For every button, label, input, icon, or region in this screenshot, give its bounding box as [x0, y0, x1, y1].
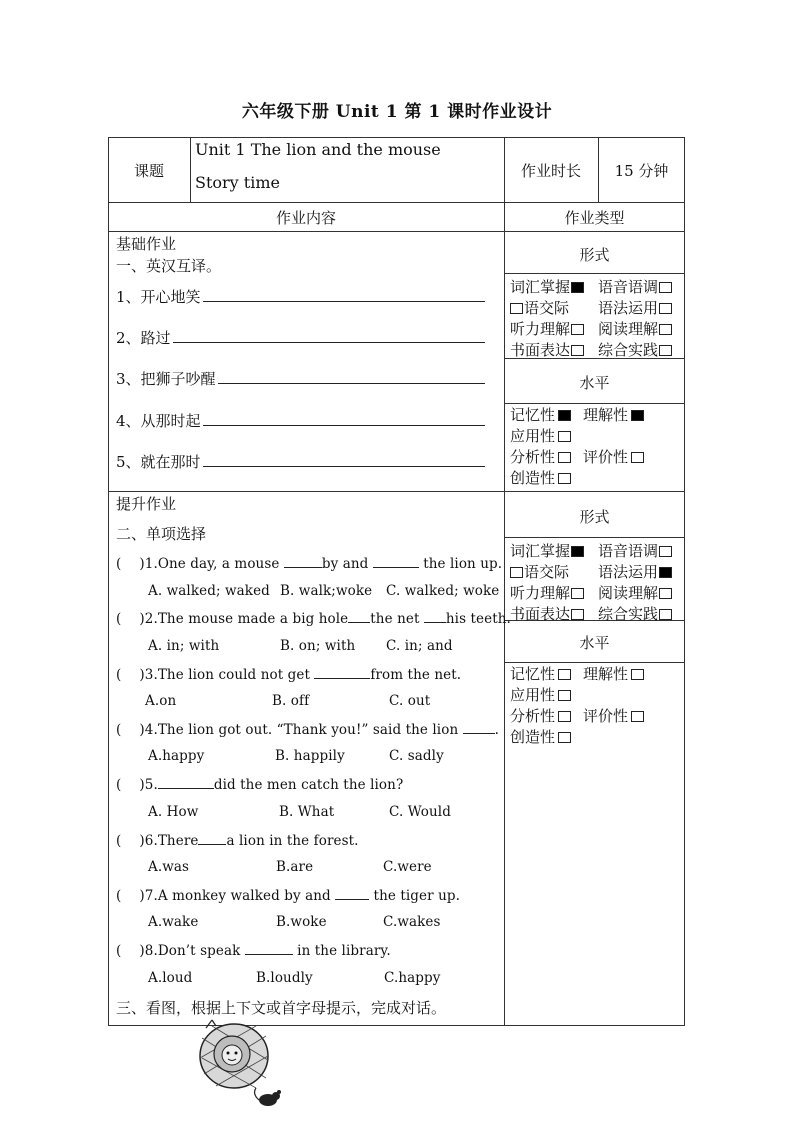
- answer-paren[interactable]: (: [116, 721, 122, 738]
- checkbox-icon[interactable]: [659, 282, 672, 293]
- checkbox-icon[interactable]: [659, 345, 672, 356]
- checkbox-icon[interactable]: [558, 732, 571, 743]
- answer-paren[interactable]: ): [139, 832, 145, 849]
- form-option-label: 语音语调: [598, 278, 659, 296]
- form-option-label: 听力理解: [510, 320, 571, 338]
- row-divider: [108, 231, 685, 232]
- fill-blank[interactable]: [284, 555, 322, 568]
- checkbox-icon[interactable]: [558, 690, 571, 701]
- level-option: [510, 404, 571, 425]
- choice-option[interactable]: A. in; with: [148, 637, 220, 654]
- translation-item: 4、从那时起: [116, 412, 201, 430]
- form-option: [510, 603, 584, 624]
- choice-option[interactable]: B.woke: [276, 914, 327, 931]
- answer-paren[interactable]: (: [116, 556, 122, 572]
- level-option: [510, 726, 571, 747]
- form-option: [510, 582, 584, 603]
- level-option: [510, 467, 571, 488]
- question-stem: the lion up.: [418, 556, 503, 572]
- col-divider: [190, 137, 191, 202]
- section-2-heading: 二、单项选择: [116, 525, 207, 543]
- fill-blank[interactable]: [373, 555, 419, 568]
- checkbox-icon[interactable]: [510, 303, 523, 314]
- fill-blank[interactable]: [245, 942, 293, 955]
- answer-paren[interactable]: ): [139, 721, 145, 738]
- form-option: [510, 318, 584, 339]
- question-stem: 2.The mouse made a big hole: [144, 611, 349, 628]
- question-row: [116, 776, 403, 793]
- answer-line[interactable]: [203, 425, 485, 426]
- form-option-label: 词汇掌握: [510, 278, 571, 296]
- form-option: [510, 540, 584, 561]
- answer-paren[interactable]: (: [116, 832, 122, 849]
- form-option: [598, 297, 672, 318]
- choice-option[interactable]: B. on; with: [280, 637, 356, 654]
- question-row: [116, 887, 460, 904]
- content-header: 作业内容: [275, 209, 336, 227]
- question-stem: from the net.: [370, 666, 462, 683]
- checkbox-icon[interactable]: [631, 410, 644, 421]
- choice-option[interactable]: A.was: [148, 859, 190, 875]
- form-option: [510, 276, 584, 297]
- choice-option[interactable]: B.are: [276, 859, 314, 875]
- question-stem: did the men catch the lion?: [213, 777, 404, 794]
- translation-item: 5、就在那时: [116, 453, 201, 471]
- answer-line[interactable]: [203, 466, 485, 467]
- level-option-label: 创造性: [510, 469, 556, 487]
- choice-option[interactable]: B. happily: [275, 748, 345, 765]
- page-title: 六年级下册 Unit 1 第 1 课时作业设计: [241, 102, 553, 122]
- col-divider: [504, 137, 505, 1026]
- translation-item: 1、开心地笑: [116, 288, 201, 306]
- level-option-label: 分析性: [510, 707, 556, 725]
- choice-option[interactable]: B. What: [279, 803, 335, 820]
- question-stem: .: [494, 721, 500, 738]
- translation-item: 2、路过: [116, 329, 171, 347]
- level-option-label: 应用性: [510, 686, 556, 704]
- question-row: [116, 942, 391, 959]
- answer-paren[interactable]: ): [139, 666, 145, 683]
- translation-item: 3、把狮子吵醒: [116, 370, 216, 388]
- level-option-label: 记忆性: [510, 406, 556, 424]
- level-option: [510, 446, 571, 467]
- choice-option[interactable]: A. walked; waked: [148, 582, 270, 599]
- checkbox-icon[interactable]: [558, 669, 571, 680]
- checkbox-icon[interactable]: [558, 431, 571, 442]
- level-option-label: 记忆性: [510, 665, 556, 683]
- checkbox-icon[interactable]: [631, 452, 644, 463]
- fill-blank[interactable]: [348, 610, 370, 623]
- form-option: [598, 339, 672, 360]
- topic-label: 课题: [133, 162, 164, 180]
- question-row: [116, 610, 511, 627]
- choice-option[interactable]: A. How: [148, 803, 199, 820]
- checkbox-icon[interactable]: [571, 546, 584, 557]
- question-stem: 5.: [144, 777, 158, 794]
- choice-option[interactable]: C.happy: [384, 969, 441, 986]
- answer-line[interactable]: [218, 383, 485, 384]
- question-stem: 8.Don’t speak: [144, 943, 245, 960]
- answer-paren[interactable]: ): [139, 943, 145, 960]
- advanced-level-label: 水平: [579, 634, 610, 652]
- choice-option[interactable]: B.loudly: [256, 969, 313, 986]
- level-option: [510, 705, 571, 726]
- fill-blank[interactable]: [335, 887, 369, 900]
- choice-option[interactable]: A.wake: [148, 914, 199, 931]
- question-stem: by and: [321, 556, 373, 572]
- question-row: [116, 555, 502, 572]
- answer-paren[interactable]: ): [139, 611, 145, 628]
- choice-option[interactable]: B. walk;woke: [280, 582, 373, 599]
- section-3-heading: 三、看图，根据上下文或首字母提示，完成对话。: [116, 999, 447, 1017]
- level-option-label: 创造性: [510, 728, 556, 746]
- advanced-heading: 提升作业: [116, 495, 177, 513]
- basic-level-label: 水平: [579, 374, 610, 392]
- choice-option[interactable]: A.on: [145, 693, 177, 710]
- form-option-label: 语交际: [524, 563, 570, 581]
- question-stem: 3.The lion could not get: [144, 666, 315, 683]
- checkbox-icon[interactable]: [571, 588, 584, 599]
- choice-option[interactable]: C. sadly: [389, 748, 444, 765]
- time-value: 15 分钟: [614, 162, 669, 180]
- question-stem: the tiger up.: [369, 887, 460, 904]
- checkbox-icon[interactable]: [659, 588, 672, 599]
- checkbox-icon[interactable]: [558, 711, 571, 722]
- section-1-heading: 一、英汉互译。: [116, 257, 222, 275]
- form-option: [598, 540, 672, 561]
- form-option-label: 语交际: [524, 299, 570, 317]
- checkbox-icon[interactable]: [659, 546, 672, 557]
- form-option: [598, 318, 672, 339]
- checkbox-icon[interactable]: [571, 345, 584, 356]
- checkbox-icon[interactable]: [558, 473, 571, 484]
- form-option-label: 阅读理解: [598, 584, 659, 602]
- choice-option[interactable]: C. walked; woke: [386, 582, 500, 599]
- checkbox-icon[interactable]: [571, 324, 584, 335]
- advanced-form-label: 形式: [579, 508, 610, 526]
- choice-option[interactable]: C. in; and: [386, 637, 453, 654]
- question-stem: his teeth.: [445, 611, 511, 628]
- answer-paren[interactable]: ): [139, 556, 145, 572]
- fill-blank[interactable]: [424, 610, 446, 623]
- checkbox-icon[interactable]: [571, 609, 584, 620]
- form-option-label: 阅读理解: [598, 320, 659, 338]
- level-option: [583, 404, 644, 425]
- checkbox-icon[interactable]: [571, 282, 584, 293]
- row-divider: [504, 537, 685, 538]
- form-option-label: 语法运用: [598, 563, 659, 581]
- level-option-label: 分析性: [510, 448, 556, 466]
- level-option-label: 理解性: [583, 406, 629, 424]
- checkbox-icon[interactable]: [659, 609, 672, 620]
- fill-blank[interactable]: [158, 776, 214, 789]
- basic-form-label: 形式: [579, 246, 610, 264]
- level-option-label: 评价性: [583, 707, 629, 725]
- unit-title: Unit 1 The lion and the mouse: [195, 140, 441, 159]
- form-option: [598, 561, 672, 582]
- form-option: [598, 276, 672, 297]
- fill-blank[interactable]: [314, 666, 370, 679]
- lion-in-net-icon: [186, 1018, 296, 1116]
- form-option-label: 听力理解: [510, 584, 571, 602]
- form-option-label: 语法运用: [598, 299, 659, 317]
- form-option-label: 书面表达: [510, 341, 571, 359]
- question-stem: a lion in the forest.: [226, 832, 359, 849]
- fill-blank[interactable]: [198, 832, 226, 845]
- fill-blank[interactable]: [463, 721, 495, 734]
- checkbox-icon[interactable]: [659, 303, 672, 314]
- answer-paren[interactable]: ): [139, 887, 145, 904]
- answer-paren[interactable]: (: [116, 943, 122, 960]
- answer-paren[interactable]: (: [116, 777, 122, 794]
- level-option: [583, 705, 644, 726]
- question-stem: 7.A monkey walked by and: [144, 887, 336, 904]
- choice-option[interactable]: C.wakes: [383, 914, 441, 931]
- form-option-label: 综合实践: [598, 605, 659, 623]
- form-option: [510, 561, 569, 582]
- answer-paren[interactable]: (: [116, 611, 122, 628]
- basic-heading: 基础作业: [116, 235, 177, 253]
- form-option: [510, 339, 584, 360]
- type-header: 作业类型: [564, 209, 625, 227]
- choice-option[interactable]: C. Would: [389, 803, 451, 820]
- checkbox-icon[interactable]: [631, 669, 644, 680]
- question-stem: 4.The lion got out. “Thank you!” said the lion: [144, 721, 463, 738]
- question-stem: in the library.: [292, 943, 391, 960]
- choice-option[interactable]: A.happy: [148, 748, 205, 765]
- form-option-label: 综合实践: [598, 341, 659, 359]
- answer-paren[interactable]: ): [139, 777, 145, 794]
- answer-paren[interactable]: (: [116, 666, 122, 683]
- question-stem: the net: [370, 611, 424, 628]
- choice-option[interactable]: B. off: [272, 693, 310, 710]
- choice-option[interactable]: A.loud: [148, 969, 193, 986]
- form-option: [510, 297, 569, 318]
- level-option-label: 理解性: [583, 665, 629, 683]
- level-option: [583, 663, 644, 684]
- form-option: [598, 582, 672, 603]
- unit-subtitle: Story time: [195, 173, 280, 192]
- level-option: [510, 425, 571, 446]
- checkbox-icon[interactable]: [558, 410, 571, 421]
- choice-option[interactable]: C. out: [389, 693, 431, 710]
- form-option-label: 书面表达: [510, 605, 571, 623]
- row-divider: [108, 491, 685, 492]
- checkbox-icon[interactable]: [659, 567, 672, 578]
- form-option-label: 语音语调: [598, 542, 659, 560]
- form-option-label: 词汇掌握: [510, 542, 571, 560]
- question-stem: 1.One day, a mouse: [144, 556, 284, 572]
- time-label: 作业时长: [520, 162, 581, 180]
- checkbox-icon[interactable]: [631, 711, 644, 722]
- checkbox-icon[interactable]: [659, 324, 672, 335]
- answer-paren[interactable]: (: [116, 887, 122, 904]
- row-divider: [504, 273, 685, 274]
- level-option-label: 应用性: [510, 427, 556, 445]
- level-option: [510, 684, 571, 705]
- question-stem: 6.There: [144, 832, 199, 849]
- answer-line[interactable]: [203, 301, 485, 302]
- level-option-label: 评价性: [583, 448, 629, 466]
- question-row: [116, 721, 499, 738]
- answer-line[interactable]: [173, 342, 485, 343]
- row-divider: [108, 202, 685, 203]
- choice-option[interactable]: C.were: [383, 859, 432, 875]
- question-row: [116, 832, 359, 849]
- question-row: [116, 666, 461, 683]
- checkbox-icon[interactable]: [510, 567, 523, 578]
- level-option: [583, 446, 644, 467]
- form-option: [598, 603, 672, 624]
- checkbox-icon[interactable]: [558, 452, 571, 463]
- level-option: [510, 663, 571, 684]
